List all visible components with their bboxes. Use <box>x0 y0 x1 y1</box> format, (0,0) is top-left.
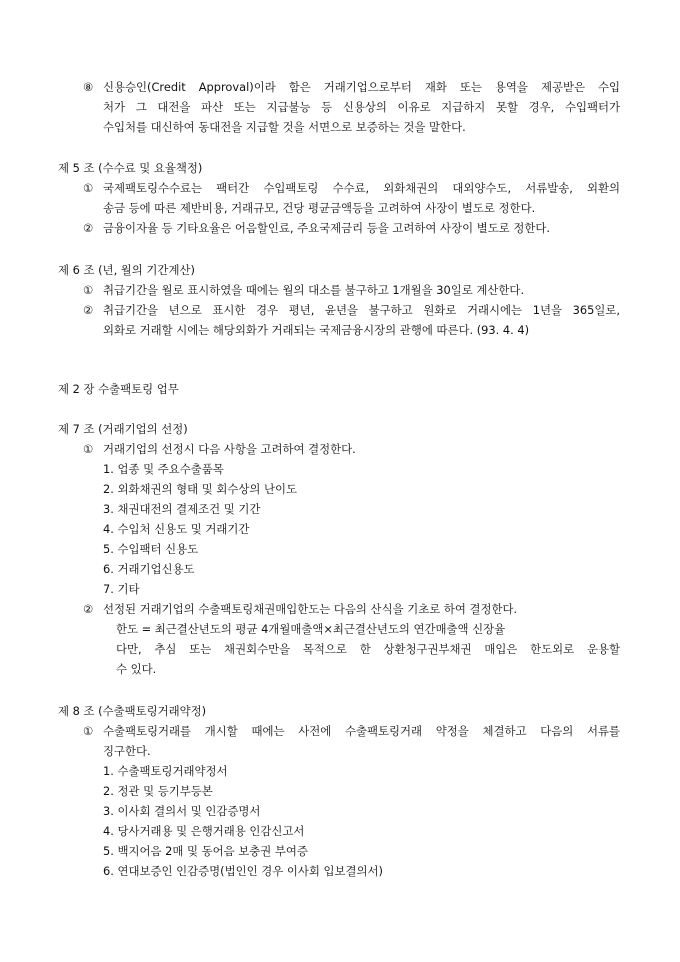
art5-p2-line: 금융이자율 등 기타요율은 어음할인료, 주요국제금리 등을 고려하여 사장이 별도로 정한다. <box>103 221 550 235</box>
art8-list-item-4: 4. 당사거래용 및 은행거래용 인감신고서 <box>103 824 305 838</box>
chapter-2-heading: 제 2 장 수출팩토링 업무 <box>58 382 179 396</box>
art7-list-item-1: 1. 업종 및 주요수출품목 <box>103 462 224 476</box>
art6-p2-line-2: 외화로 거래할 시에는 해당외화가 거래되는 국제금융시장의 관행에 따른다. (93. 4. 4) <box>103 323 530 337</box>
art7-p2-marker: ② <box>83 602 94 616</box>
art8-list-item-6: 6. 연대보증인 인감증명(법인인 경우 이사회 입보결의서) <box>103 864 383 878</box>
art6-p2-line-1: 취급기간을 년으로 표시한 경우 평년, 윤년을 불구하고 원화로 거래시에는 1년을 365일로, <box>103 303 620 317</box>
art7-proviso-line-1: 다만, 추심 또는 채권회수만을 목적으로 한 상환청구권부채권 매입은 한도외로 운용할 <box>116 642 620 656</box>
article-6-heading: 제 6 조 (년, 월의 기간계산) <box>58 263 195 277</box>
art6-p1-line: 취급기간을 월로 표시하였을 때에는 월의 대소를 불구하고 1개월을 30일로 계산한다. <box>103 283 525 297</box>
art7-list-item-6: 6. 거래기업신용도 <box>103 562 195 576</box>
art7-proviso-line-2: 수 있다. <box>116 662 157 676</box>
art6-p2-marker: ② <box>83 303 94 317</box>
article-7-heading: 제 7 조 (거래기업의 선정) <box>58 422 188 436</box>
art6-p1-marker: ① <box>83 283 94 297</box>
item8-marker: ⑧ <box>83 80 94 94</box>
art8-p1-marker: ① <box>83 724 94 738</box>
article-8-heading: 제 8 조 (수출팩토링거래약정) <box>58 704 207 718</box>
art5-p1-line-1: 국제팩토링수수료는 팩터간 수입팩토링 수수료, 외화채권의 대외양수도, 서류발송, 외환의 <box>103 181 620 195</box>
art8-list-item-2: 2. 정관 및 등기부등본 <box>103 784 213 798</box>
item8-line-2: 처가 그 대전을 파산 또는 지급불능 등 신용상의 이유로 지급하지 못할 경우, 수입팩터가 <box>103 100 620 114</box>
art5-p1-line-2: 송금 등에 따른 제반비용, 거래규모, 건당 평균금액등을 고려하여 사장이 별도로 정한다. <box>103 201 536 215</box>
art7-list-item-4: 4. 수입처 신용도 및 거래기간 <box>103 522 250 536</box>
art7-p2-line: 선정된 거래기업의 수출팩토링채권매입한도는 다음의 산식을 기초로 하여 결정한다. <box>103 602 518 616</box>
art7-list-item-3: 3. 채권대전의 결제조건 및 기간 <box>103 502 261 516</box>
art8-list-item-5: 5. 백지어음 2매 및 동어음 보충권 부여증 <box>103 844 308 858</box>
item8-line-3: 수입처를 대신하여 동대전을 지급할 것을 서면으로 보증하는 것을 말한다. <box>103 120 466 134</box>
art8-list-item-1: 1. 수출팩토링거래약정서 <box>103 764 228 778</box>
art5-p2-marker: ② <box>83 221 94 235</box>
art7-list-item-7: 7. 기타 <box>103 582 140 596</box>
art8-p1-line-2: 징구한다. <box>103 744 151 758</box>
art7-p1-marker: ① <box>83 442 94 456</box>
art7-p1-line: 거래기업의 선정시 다음 사항을 고려하여 결정한다. <box>103 442 356 456</box>
item8-line-1: 신용승인(Credit Approval)이라 함은 거래기업으로부터 재화 또는 용역을 제공받은 수입 <box>103 80 620 94</box>
art8-list-item-3: 3. 이사회 결의서 및 인감증명서 <box>103 804 261 818</box>
art5-p1-marker: ① <box>83 181 94 195</box>
art8-p1-line-1: 수출팩토링거래를 개시할 때에는 사전에 수출팩토링거래 약정을 체결하고 다음의 서류를 <box>103 724 620 738</box>
article-5-heading: 제 5 조 (수수료 및 요율책정) <box>58 161 203 175</box>
art7-formula: 한도 = 최근결산년도의 평균 4개월매출액×최근결산년도의 연간매출액 신장율 <box>116 622 506 636</box>
art7-list-item-2: 2. 외화채권의 형태 및 회수상의 난이도 <box>103 482 298 496</box>
art7-list-item-5: 5. 수입팩터 신용도 <box>103 542 199 556</box>
